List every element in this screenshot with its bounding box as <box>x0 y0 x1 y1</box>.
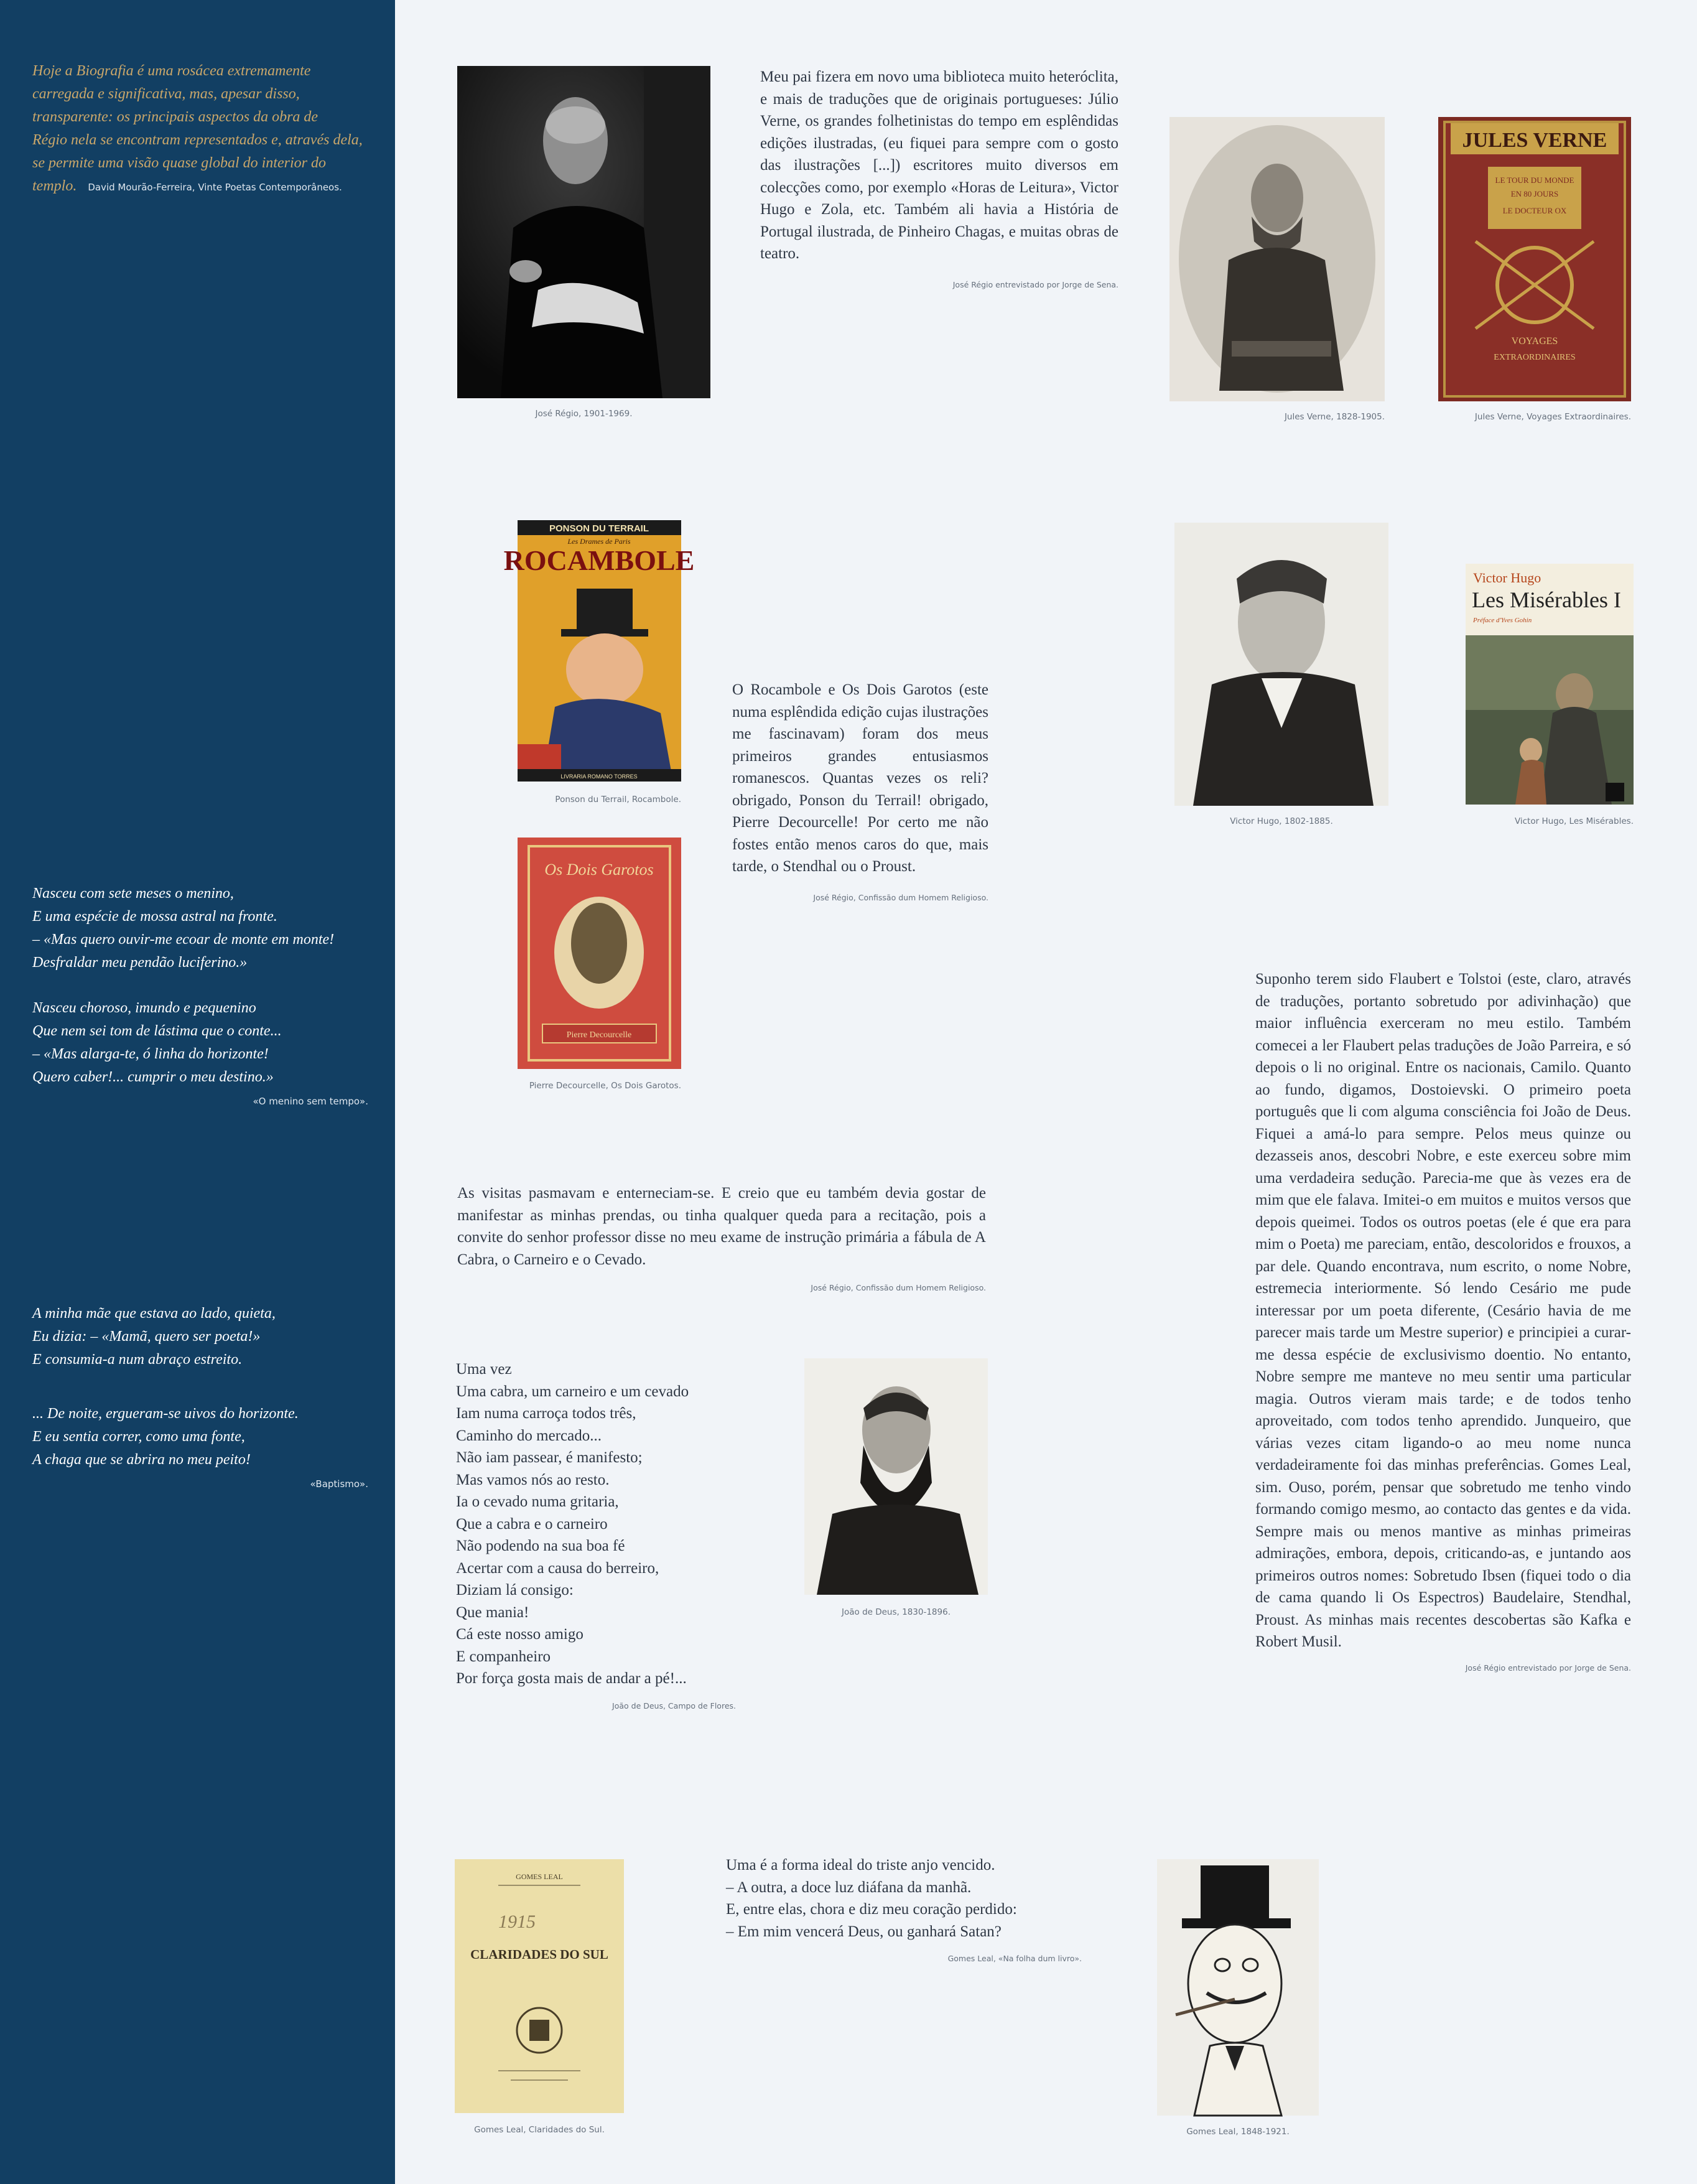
poem-menino <box>32 882 368 1113</box>
poem-line: Eu dizia: – «Mamã, quero ser poeta!» <box>32 1328 261 1345</box>
poem-line: A chaga que se abrira no meu peito! <box>32 1452 251 1468</box>
quote-source: José Régio, Confissão dum Homem Religioso. <box>811 1283 986 1292</box>
poem-line: Nasceu choroso, imundo e pequenino <box>32 1000 256 1016</box>
quote-paragraph: Meu pai fizera em novo uma biblioteca muito heteróclita, e mais de traduções que de originais portugueses: Júlio Verne, os grandes folhetinistas do tempo em esplêndidas edições ilustradas, (eu fiquei para sempre com o gosto das ilustrações [...]) escritores muito diversos em colecções como, por exemplo «Horas de Leitura», Victor Hugo e Zola, etc. Também ali havia a História de Portugal ilustrada, de Pinheiro Chagas, e muitas obras de teatro. <box>760 68 1118 262</box>
poem-line: ... De noite, ergueram-se uivos do horizonte. <box>32 1406 299 1422</box>
caption-garotos: Pierre Decourcelle, Os Dois Garotos. <box>529 1081 681 1091</box>
rocambole-cover-author: PONSON DU TERRAIL <box>549 523 649 534</box>
caption-miserables: Victor Hugo, Les Misérables. <box>1514 816 1634 826</box>
poem-line: Uma é a forma ideal do triste anjo vencido. <box>726 1857 995 1874</box>
poem-line: Não iam passear, é manifesto; <box>456 1449 643 1466</box>
verne-cover-title: EN 80 JOURS <box>1510 189 1559 198</box>
verne-cover-title: LE DOCTEUR OX <box>1502 206 1567 215</box>
poem-line: Uma vez <box>456 1361 512 1378</box>
poem-line: Por força gosta mais de andar a pé!... <box>456 1670 687 1687</box>
quote-paragraph: O Rocambole e Os Dois Garotos (este numa esplêndida edição cujas ilustrações me fascinavam) foram dos meus primeiros grandes entusiasmos romanescos. Quantas vezes os reli? obrigado, Ponson du Terrail! obrigado, Pierre Decourcelle! Por certo me não fostes então menos caros do que, mais tarde, o Stendhal ou o Proust. <box>732 681 988 875</box>
rocambole-cover-title: ROCAMBOLE <box>503 544 695 576</box>
quote-source: José Régio entrevistado por Jorge de Sena. <box>952 279 1118 289</box>
poem-line: Ia o cevado numa gritaria, <box>456 1493 619 1510</box>
poem-line: Cá este nosso amigo <box>456 1626 583 1643</box>
intro-line: carregada e significativa, mas, apesar disso, <box>32 86 300 102</box>
verne-cover-author: JULES VERNE <box>1462 129 1607 152</box>
intro-source: David Mourão-Ferreira, Vinte Poetas Contemporâneos. <box>88 182 342 193</box>
quote-paragraph: As visitas pasmavam e enterneciam-se. E creio que eu também devia gostar de manifestar as minhas prendas, ou tinha qualquer queda para a recitação, pois a convite do senhor professor disse no meu exame de instrução primária a fábula de A Cabra, o Carneiro e o Cevado. <box>457 1185 986 1268</box>
caption-regio: José Régio, 1901-1969. <box>535 409 633 419</box>
intro-line: Régio nela se encontram representados e, através dela, <box>32 132 363 148</box>
quote-source: José Régio, Confissão dum Homem Religioso. <box>813 892 988 902</box>
portrait-verne <box>1169 117 1385 401</box>
quote-rocambole <box>732 679 988 908</box>
claridades-cover-title: CLARIDADES DO SUL <box>470 1947 608 1962</box>
intro-line: transparente: os principais aspectos da obra de <box>32 109 318 125</box>
poem-line: E, entre elas, chora e diz meu coração perdido: <box>726 1901 1017 1918</box>
miserables-cover-author: Victor Hugo <box>1473 570 1541 586</box>
poem-line: E companheiro <box>456 1648 551 1665</box>
claridades-cover-stamp: 1915 <box>498 1911 536 1932</box>
intro-line: Hoje a Biografia é uma rosácea extremamente <box>32 63 311 79</box>
poem-leal <box>726 1854 1099 1970</box>
verne-cover-title: LE TOUR DU MONDE <box>1495 175 1574 185</box>
poem-line: A minha mãe que estava ao lado, quieta, <box>32 1305 276 1322</box>
poem-source: Gomes Leal, «Na folha dum livro». <box>947 1954 1082 1963</box>
poem-line: Acertar com a causa do berreiro, <box>456 1559 659 1577</box>
portrait-regio <box>457 66 710 398</box>
poem-source: João de Deus, Campo de Flores. <box>612 1701 736 1710</box>
book-cover-rocambole <box>503 520 695 782</box>
poem-source: «Baptismo». <box>310 1478 368 1490</box>
poem-line: Quero caber!... cumprir o meu destino.» <box>32 1069 274 1085</box>
miserables-cover-preface: Préface d'Yves Gohin <box>1473 617 1532 624</box>
poem-line: – «Mas alarga-te, ó linha do horizonte! <box>32 1046 269 1062</box>
poem-line: Uma cabra, um carneiro e um cevado <box>456 1383 689 1400</box>
poem-line: – «Mas quero ouvir-me ecoar de monte em monte! <box>32 931 335 948</box>
caption-hugo: Victor Hugo, 1802-1885. <box>1230 816 1333 826</box>
portrait-deus <box>804 1358 988 1595</box>
poem-line: – Em mim vencerá Deus, ou ganhará Satan? <box>726 1923 1002 1940</box>
book-cover-claridades <box>455 1859 624 2113</box>
intro-line: templo. <box>32 178 77 194</box>
intro-line: se permite uma visão quase global do interior do <box>32 155 326 171</box>
garotos-cover-author: Pierre Decourcelle <box>566 1030 632 1040</box>
book-cover-miserables <box>1466 564 1634 805</box>
poem-line: Que mania! <box>456 1603 529 1621</box>
portrait-hugo <box>1174 523 1388 806</box>
quote-paragraph: Suponho terem sido Flaubert e Tolstoi (este, claro, através de traduções, portanto sobretudo por adivinhação) que maior influência exerceram no meu estilo. Também comecei a ler Flaubert pelas traduções de João Parreira, e só depois o li no original. Entre os nacionais, Camilo. Quanto ao fundo, digamos, Dostoievski. O primeiro poeta português que li com alguma consciência foi João de Deus. Fiquei a amá-lo para sempre. Pelos meus quinze ou dezasseis anos, descobri Nobre, e este exerceu sobre mim uma verdadeira sedução. Parecia-me que às vezes era de mim que ele falava. Imitei-o em muitos e muitos versos que depois queimei. Todos os outros poetas (ele é que era para mim o Poeta) me pareciam, então, descoloridos e frouxos, a par dele. Quando encontrava, num escrito, o nome Nobre, estremecia interiormente. Só lendo Cesário me pude interessar por um poeta diferente, (Cesário havia de me parecer mais tarde um Mestre superior) e principiei a curar-me dessa espécie de exclusivismo doentio. No entanto, Nobre sempre me manteve no meu sentir uma particular magia. Outros vieram mais tarde; e de todos tenho aproveitado, com todos tenho aprendido. Junqueiro, que várias vezes citam ligando-o ao meu nome nunca verdadeiramente foi das minhas preferências. Gomes Leal, sim. Ouso, porém, pensar que sobretudo me tenho vindo formando comigo mesmo, ao contacto das gentes e da vida. Sempre mais ou menos mantive as minhas primeiras admirações, embora, depois, criticando-as, e juntando aos primeiros outros nomes: Sobretudo Ibsen (fiquei todo o dia de cama quando li Os Espectros) Baudelaire, Stendhal, Proust. As minhas mais recentes descobertas são Kafka e Robert Musil. <box>1255 971 1631 1650</box>
poem-line: Que a cabra e o carneiro <box>456 1515 608 1533</box>
poem-line: Mas vamos nós ao resto. <box>456 1471 610 1488</box>
caption-rocambole: Ponson du Terrail, Rocambole. <box>555 795 681 805</box>
caption-claridades: Gomes Leal, Claridades do Sul. <box>474 2125 605 2135</box>
poem-line: E consumia-a num abraço estreito. <box>32 1351 243 1368</box>
book-cover-verne <box>1438 117 1631 401</box>
poem-line: Nasceu com sete meses o menino, <box>32 885 234 902</box>
rocambole-cover-subtitle: Les Drames de Paris <box>567 537 631 546</box>
poem-line: Não podendo na sua boa fé <box>456 1538 625 1554</box>
claridades-cover-author: GOMES LEAL <box>516 1872 563 1881</box>
quote-source: José Régio entrevistado por Jorge de Sena. <box>1465 1663 1631 1673</box>
poem-line: Desfraldar meu pendão luciferino.» <box>32 954 248 971</box>
garotos-cover-title: Os Dois Garotos <box>544 861 654 879</box>
caption-leal: Gomes Leal, 1848-1921. <box>1186 2127 1290 2137</box>
verne-cover-series: VOYAGES <box>1511 336 1558 347</box>
poem-line: Que nem sei tom de lástima que o conte... <box>32 1023 282 1039</box>
poem-baptismo <box>32 1302 368 1496</box>
book-cover-garotos <box>518 838 681 1069</box>
rocambole-cover-footer: LIVRARIA ROMANO TORRES <box>560 773 638 780</box>
poem-cabra <box>456 1358 736 1717</box>
intro-quote <box>32 60 368 199</box>
caption-verne: Jules Verne, 1828-1905. <box>1284 412 1385 422</box>
poem-line: – A outra, a doce luz diáfana da manhã. <box>726 1878 972 1896</box>
quote-visitas <box>457 1182 986 1299</box>
caption-verne-book: Jules Verne, Voyages Extraordinaires. <box>1474 412 1631 422</box>
poem-source: «O menino sem tempo». <box>253 1096 368 1107</box>
verne-cover-series: EXTRAORDINAIRES <box>1494 353 1576 362</box>
poem-line: Caminho do mercado... <box>456 1427 602 1444</box>
poem-line: Diziam lá consigo: <box>456 1582 574 1598</box>
quote-biblioteca <box>760 66 1118 296</box>
caricature-leal <box>1157 1859 1319 2116</box>
miserables-cover-title: Les Misérables I <box>1472 587 1621 612</box>
poem-line: E uma espécie de mossa astral na fronte. <box>32 908 277 925</box>
quote-influencias <box>1255 968 1631 1679</box>
caption-deus: João de Deus, 1830-1896. <box>842 1607 951 1617</box>
poem-line: Iam numa carroça todos três, <box>456 1405 636 1422</box>
poem-line: E eu sentia correr, como uma fonte, <box>32 1429 245 1445</box>
